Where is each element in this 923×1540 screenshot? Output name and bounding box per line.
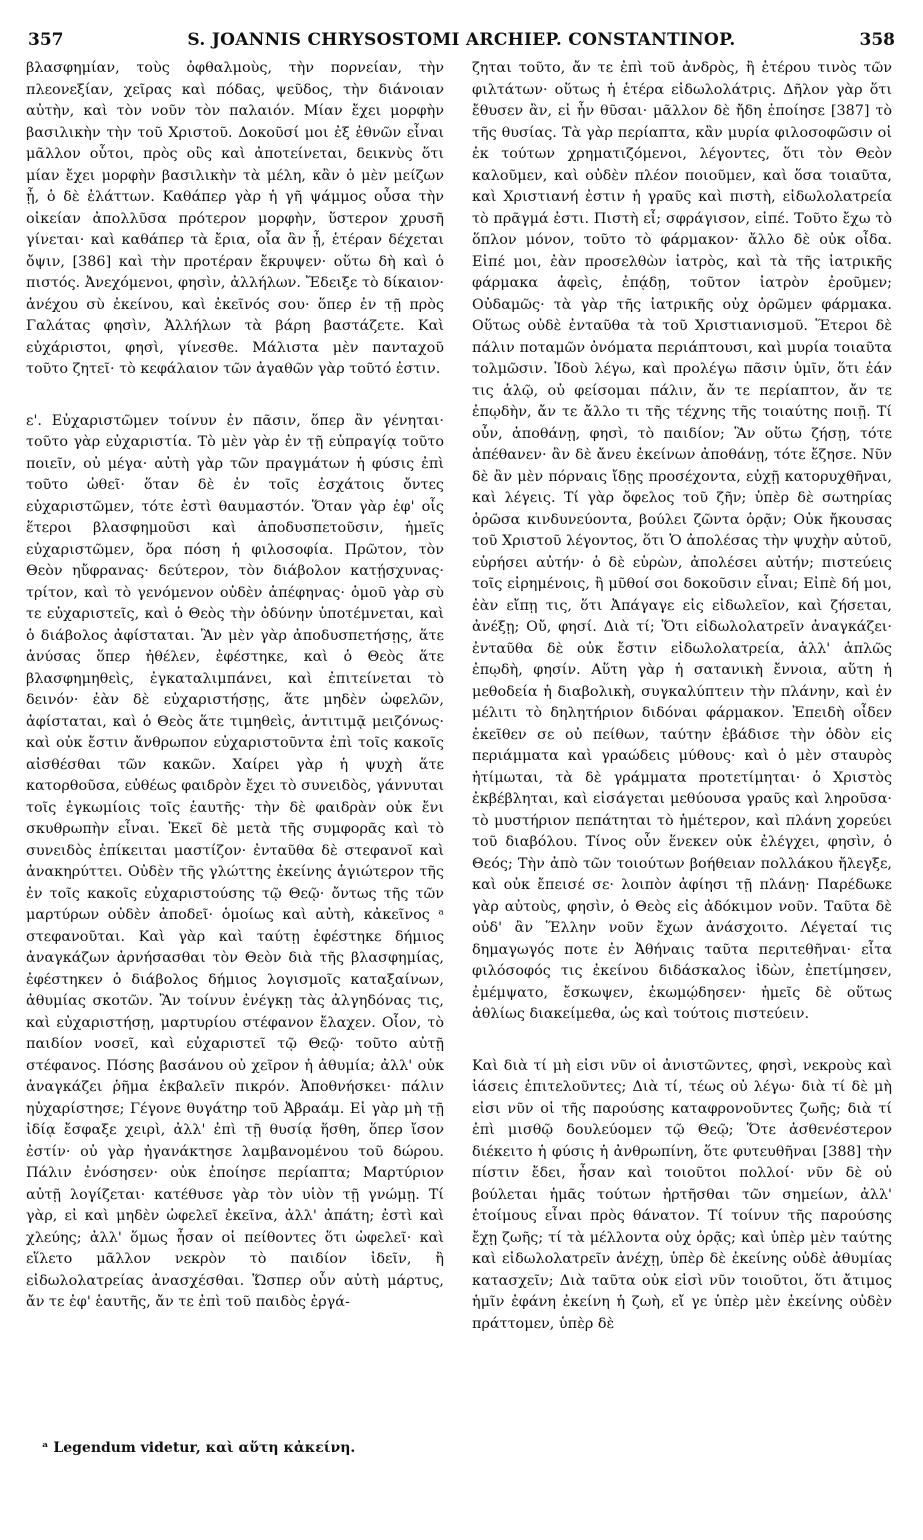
left-paragraph-2: ε'. Εὐχαριστῶμεν τοίνυν ἐν πᾶσιν, ὅπερ ἂν γένηται· τοῦτο γὰρ εὐχαριστία. Τὸ μὲν γὰρ ἐν τῇ εὐπραγίᾳ τοῦτο ποιεῖν, οὐ μέγα· αὐτὴ γὰρ τῶν πραγμάτων ἡ φύσις ἐπὶ τοῦτο ὠθεῖ· ὅταν δὲ ἐν τοῖς ἐσχάτοις ὄντες εὐχαριστῶμεν, τότε ἐστὶ θαυμαστόν. Ὅταν γὰρ ἐφ' οἷς ἕτεροι βλασφημοῦσι καὶ ἀποδυσπετοῦσιν, ἡμεῖς εὐχαριστῶμεν, ὅρα πόση ἡ φιλοσοφία. Πρῶτον, τὸν Θεὸν ηὔφρανας· δεύτερον, τὸν διάβολον κατῄσχυνας· τρίτον, καὶ τὸ γενόμενον οὐδὲν ἀπέφηνας· ὁμοῦ γὰρ σὺ τε εὐχαριστεῖς, καὶ ὁ Θεὸς τὴν ὀδύνην ὑποτέμνεται, καὶ ὁ διάβολος ἀφίσταται. Ἂν μὲν γὰρ ἀποδυσπετήσῃς, ἅτε ἀνύσας ὅπερ ἠθέλεν, ἐφέστηκε, καὶ ὁ Θεὸς ἅτε βλασφημηθεὶς, ἐγκαταλιμπάνει, καὶ ἐπιτείνεται τὸ δεινόν· ἐὰν δὲ εὐχαριστήσῃς, ἅτε μηδὲν ὠφελῶν, ἀφίσταται, καὶ ὁ Θεὸς ἅτε τιμηθεὶς, ἀντιτιμᾷ μειζόνως· καὶ οὐκ ἔστιν ἄνθρωπον εὐχαριστοῦντα ἐπὶ τοῖς κακοῖς αἰσθέσθαι τῶν κακῶν. Χαίρει γὰρ ἡ ψυχὴ ἅτε κατορθοῦσα, εὐθέως φαιδρὸν ἔχει τὸ συνειδὸς, γάννυται τοῖς ἐγκωμίοις τοῖς ἑαυτῆς· τὴν δὲ φαιδρὰν οὐκ ἔνι σκυθρωπὴν εἶναι. Ἐκεῖ δὲ μετὰ τῆς συμφορᾶς καὶ τὸ συνειδὸς ἐπίκειται μαστίζον· ἐνταῦθα δὲ στεφανοῖ καὶ ἀνακηρύττει. Οὐδὲν τῆς γλώττης ἐκείνης ἁγιώτερον τῆς ἐν τοῖς κακοῖς εὐχαριστούσης τῷ Θεῷ· ὄντως τῆς τῶν μαρτύρων οὐδὲν ἀποδεῖ· ὁμοίως καὶ αὐτὴ, κἀκεῖνος ᵃ στεφανοῦται. Καὶ γὰρ καὶ ταύτῃ ἐφέστηκε δήμιος ἀναγκάζων ἀρνήσασθαι τὸν Θεὸν διὰ τῆς βλασφημίας, ἐφέστηκεν ὁ διάβολος δήμιος λογισμοῖς καταξαίνων, ἀθυμίας σκοτῶν. Ἂν τοίνυν ἐνέγκῃ τὰς ἀλγηδόνας τις, καὶ εὐχαριστήσῃ, μαρτυρίου στέφανον ἔλαχεν. Οἷον, τὸ παιδίον νοσεῖ, καὶ εὐχαριστεῖ τῷ Θεῷ· τοῦτο αὐτῇ στέφανος. Πόσης βασάνου οὐ χεῖρον ἡ ἀθυμία; ἀλλ' οὐκ ἀναγκάζει ῥῆμα ἐκβαλεῖν πικρόν. Ἀποθνήσκει· πάλιν ηὐχαρίστησε; Γέγονε θυγάτηρ τοῦ Ἀβραάμ. Εἰ γὰρ μὴ τῇ ἰδίᾳ ἔσφαξε χειρὶ, ἀλλ' ἐπὶ τῇ θυσίᾳ ἥσθη, ὅπερ ἴσον ἐστίν· οὐ γὰρ ἠγανάκτησε λαμβανομένου τοῦ δώρου. Πάλιν ἐνόσησεν· οὐκ ἐποίησε περίαπτα; Μαρτύριον αὐτῇ λογίζεται· κατέθυσε γὰρ τὸν υἱὸν τῇ γνώμῃ. Τί γὰρ, εἰ καὶ μηδὲν ὠφελεῖ ἐκεῖνα, ἀλλ' ἀπάτη; ἐστὶ καὶ χλεύης; ἀλλ' ὅμως ἦσαν οἱ πείθοντες ὅτι ὠφελεῖ· καὶ εἵλετο μᾶλλον νεκρὸν τὸ παιδίον ἰδεῖν, ἢ εἰδωλολατρείας ἀνασχέσθαι. Ὥσπερ οὖν αὐτὴ μάρτυς, ἄν τε ἐφ' ἑαυτῆς, ἄν τε ἐπὶ τοῦ παιδὸς ἐργά- (26, 412, 444, 1310)
page-header (0, 0, 923, 48)
running-title: S. JOANNIS CHRYSOSTOMI ARCHIEP. CONSTANTINOP. (187, 30, 736, 50)
right-column (472, 58, 892, 1335)
left-column (26, 58, 444, 1314)
right-paragraph-2: Καὶ διὰ τί μὴ εἰσι νῦν οἱ ἀνιστῶντες, φησὶ, νεκροὺς καὶ ἰάσεις ἐπιτελοῦντες; Διὰ τί, τέως οὐ λέγω· διὰ τί δὲ μὴ εἰσι νῦν οἱ τῆς παρούσης καταφρονοῦντες ζωῆς; διὰ τί ἐπὶ μισθῷ δουλεύομεν τῷ Θεῷ; Ὅτε ἀσθενέστερον διέκειτο ἡ φύσις ἡ ἀνθρωπίνη, ὅτε φυτευθῆναι [388] τὴν πίστιν ἔδει, ἦσαν καὶ τοιοῦτοι πολλοί· νῦν δὲ οὐ βούλεται ἡμᾶς τούτων ἠρτῆσθαι τῶν σημείων, ἀλλ' ἑτοίμους εἶναι πρὸς θάνατον. Τί τοίνυν τῆς παρούσης ἔχῃ ζωῆς; τί τὰ μέλλοντα οὐχ ὁρᾷς; καὶ ὑπὲρ μὲν ταύτης καὶ εἰδωλολατρεῖν ἀνέχῃ, ὑπὲρ δὲ ἐκείνης οὐδὲ ἀθυμίας κατασχεῖν; Διὰ ταῦτα οὐκ εἰσὶ νῦν τοιοῦτοι, ὅτι ἄτιμος ἡμῖν ἐφάνη ἐκείνη ἡ ζωὴ, εἴ γε ὑπὲρ μὲν ἐκείνης οὐδὲν πράττομεν, ὑπὲρ δὲ (472, 1057, 892, 1332)
section-gap (26, 381, 444, 411)
page-number-right: 358 (859, 30, 895, 50)
footnote: ᵃ Legendum videtur, καὶ αὕτη κἀκείνη. (42, 1440, 356, 1456)
left-paragraph-1: βλασφημίαν, τοὺς ὀφθαλμοὺς, τὴν πορνείαν, τὴν πλεονεξίαν, χεῖρας καὶ πόδας, ψεῦδος, τὴν διάνοιαν αὐτὴν, καὶ τὸν νοῦν τὸν παλαιόν. Μίαν ἔχει μορφὴν βασιλικὴν τὴν τοῦ Χριστοῦ. Δοκοῦσί μοι ἐξ ἐθνῶν εἶναι μᾶλλον οὗτοι, πρὸς οὓς καὶ ἀποτείνεται, δεικνὺς ὅτι μίαν ἔχει μορφὴν βασιλικὴν τὰ μέλη, κἂν ὁ μὲν μείζων ᾖ, ὁ δὲ ἐλάττων. Καθάπερ γὰρ ἡ γῆ ψάμμος οὖσα τὴν οἰκείαν ἀπολλῦσα πρότερον μορφὴν, ὕστερον χρυσῆ γίνεται· καὶ καθάπερ τὰ ἔρια, οἷα ἂν ᾖ, ἑτέραν δέχεται ὄψιν, [386] καὶ τὴν προτέραν ἔκρυψεν· οὕτω δὴ καὶ ὁ πιστός. Ἀνεχόμενοι, φησὶν, ἀλλήλων. Ἔδειξε τὸ δίκαιον· ἀνέχου σὺ ἐκείνου, καὶ ἐκεῖνός σου· ὅπερ ἐν τῇ πρὸς Γαλάτας φησὶν, Ἀλλήλων τὰ βάρη βαστάζετε. Καὶ εὐχάριστοι, φησὶ, γίνεσθε. Μάλιστα μὲν πανταχοῦ τοῦτο ζητεῖ· τὸ κεφάλαιον τῶν ἀγαθῶν γὰρ τοῦτό ἐστιν. (26, 60, 444, 377)
page-number-left: 357 (28, 30, 64, 50)
section-gap (472, 1026, 892, 1056)
right-paragraph-1: ζηται τοῦτο, ἄν τε ἐπὶ τοῦ ἀνδρὸς, ἢ ἑτέρου τινὸς τῶν φιλτάτων· οὕτως ἡ ἑτέρα εἰδωλολάτρις. Δῆλον γὰρ ὅτι ἔθυσεν ἂν, εἰ ἦν θῦσαι· μᾶλλον δὲ ἤδη ἐποίησε [387] τὸ τῆς θυσίας. Τὰ γὰρ περίαπτα, κἂν μυρία φιλοσοφῶσιν οἱ ἐκ τούτων χρηματιζόμενοι, λέγοντες, ὅτι τὸν Θεὸν καλοῦμεν, καὶ οὐδὲν πλέον ποιοῦμεν, καὶ ὅσα τοιαῦτα, καὶ Χριστιανή ἐστιν ἡ γραῦς καὶ πιστὴ, εἰδωλολατρεία τὸ πρᾶγμά ἐστι. Πιστὴ εἶ; σφράγισον, εἰπέ. Τοῦτο ἔχω τὸ ὅπλον μόνον, τοῦτο τὸ φάρμακον· ἄλλο δὲ οὐκ οἶδα. Εἰπέ μοι, ἐὰν προσελθὼν ἰατρὸς, καὶ τὰ τῆς ἰατρικῆς φάρμακα ἀφεὶς, ἐπᾴδῃ, τοῦτον ἰατρὸν ἐροῦμεν; Οὐδαμῶς· τὰ γὰρ τῆς ἰατρικῆς οὐχ ὁρῶμεν φάρμακα. Οὕτως οὐδὲ ἐνταῦθα τὰ τοῦ Χριστιανισμοῦ. Ἕτεροι δὲ πάλιν ποταμῶν ὀνόματα περιάπτουσι, καὶ μυρία τοιαῦτα τολμῶσιν. Ἰδοὺ λέγω, καὶ προλέγω πᾶσιν ὑμῖν, ὅτι ἐάν τις ἁλῷ, οὐ φείσομαι πάλιν, ἄν τε περίαπτον, ἄν τε ἐπῳδὴν, ἄν τε ἄλλο τι τῆς τέχνης τῆς τοιαύτης ποιῇ. Τί οὖν, ἀποθάνῃ, φησὶ, τὸ παιδίον; Ἂν οὕτω ζήσῃ, τότε ἀπέθανεν· ἂν δὲ ἄνευ ἐκείνων ἀποθάνῃ, τότε ἔζησε. Νῦν δὲ ἂν μὲν πόρναις ἴδῃς προσέχοντα, εὐχῇ κατορυχθῆναι, καὶ λέγεις. Τί γὰρ ὄφελος τοῦ ζῆν; ὑπὲρ δὲ σωτηρίας ὁρῶσα κινδυνεύοντα, βούλει ζῶντα ὁρᾷν; Οὐκ ἤκουσας τοῦ Χριστοῦ λέγοντος, ὅτι Ὁ ἀπολέσας τὴν ψυχὴν αὐτοῦ, εὑρήσει αὐτήν· ὁ δὲ εὑρὼν, ἀπολέσει αὐτήν; πιστεύεις τοῖς εἰρημένοις, ἢ μῦθοί σοι δοκοῦσιν εἶναι; Εἰπὲ δή μοι, ἐὰν εἴπῃ τις, ὅτι Ἀπάγαγε εἰς εἰδωλεῖον, καὶ ζήσεται, ἀνέξῃ; Οὔ, φησί. Διὰ τί; Ὅτι εἰδωλολατρεῖν ἀναγκάζει· ἐνταῦθα δὲ οὐκ ἔστιν εἰδωλολατρεία, ἀλλ' ἁπλῶς ἐπῳδὴ, φησίν. Αὕτη γὰρ ἡ σατανικὴ ἔννοια, αὕτη ἡ μεθοδεία ἡ διαβολικὴ, συγκαλύπτειν τὴν πλάνην, καὶ ἐν μέλιτι τὸ δηλητήριον διδόναι φάρμακον. Ἐπειδὴ οἶδεν ἐκεῖθεν σε οὐ πείθων, ταύτην ἐβάδισε τὴν ὁδὸν εἰς περιάμματα καὶ γραώδεις μύθους· καὶ ὁ μὲν σταυρὸς ἠτίμωται, τὰ δὲ γράμματα προτετίμηται· ὁ Χριστὸς ἐκβέβληται, καὶ εἰσάγεται μεθύουσα γραῦς καὶ ληροῦσα· τὸ μυστήριον πεπάτηται τὸ ἡμέτερον, καὶ πλάνη χορεύει τοῦ διαβόλου. Τίνος οὖν ἕνεκεν οὐκ ἐλέγχει, φησὶν, ὁ Θεός; Τὴν ἀπὸ τῶν τοιούτων βοήθειαν πολλάκου ἤλεγξε, καὶ οὐκ ἔπεισέ σε· λοιπὸν ἀφίησι τῇ πλάνῃ· Παρέδωκε γὰρ αὐτοὺς, φησὶν, ὁ Θεὸς εἰς ἀδόκιμον νοῦν. Ταῦτα δὲ οὐδ' ἂν Ἕλλην νοῦν ἔχων ἀνάσχοιτο. Λέγεταί τις δημαγωγός ποτε ἐν Ἀθήναις ταῦτα περιτεθῆναι· εἶτα φιλόσοφός τις ἐκείνου διδάσκαλος ἰδὼν, ἐπετίμησεν, ἐμέμψατο, ἔσκωψεν, ἐκωμῴδησεν· ἡμεῖς δὲ οὕτως ἀθλίως διακείμεθα, ὡς καὶ τούτοις πιστεύειν. (472, 60, 892, 1022)
